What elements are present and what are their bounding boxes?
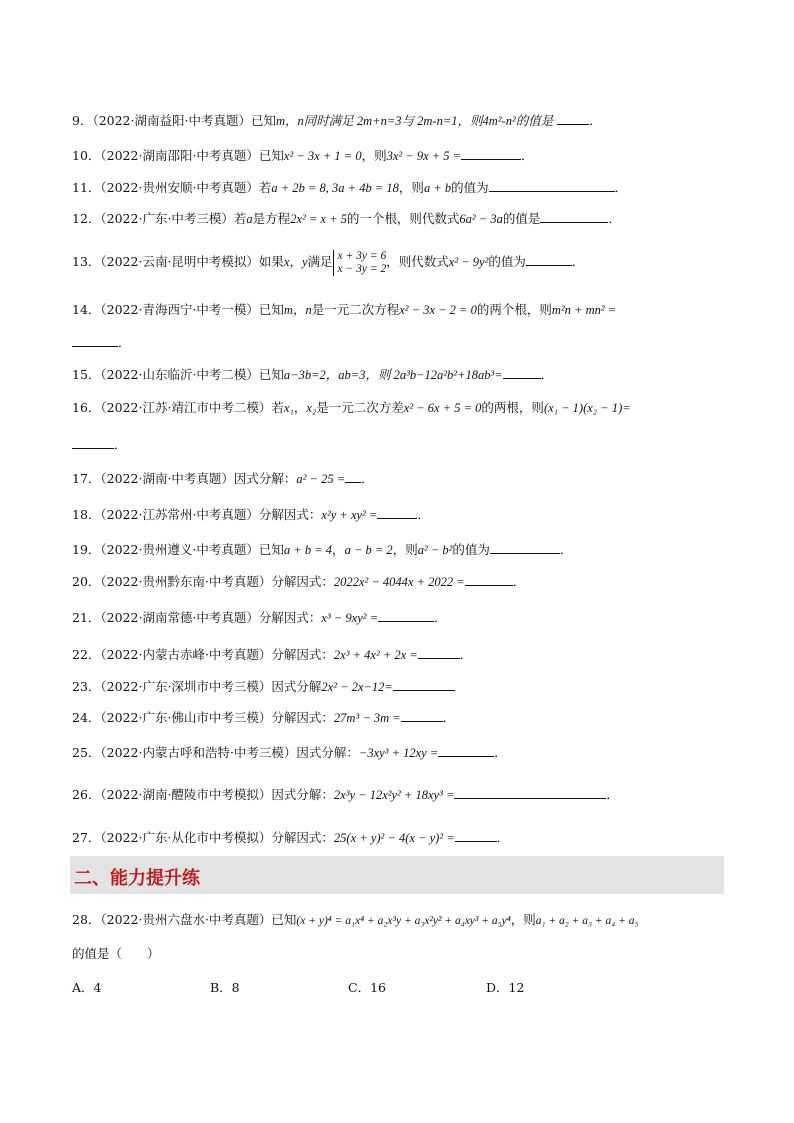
question-23 — [72, 678, 455, 695]
answer-blank[interactable] — [438, 744, 494, 757]
answer-blank[interactable] — [377, 506, 417, 519]
answer-blank[interactable] — [72, 334, 118, 347]
q22-math: 2x³ + 4x² + 2x = — [333, 648, 418, 662]
q13-prefix: 13．（2022·云南·昆明中考模拟）如果 — [72, 254, 284, 269]
option-c[interactable]: C．16 — [348, 980, 386, 995]
q19-math: a + b = 4 — [283, 543, 333, 557]
answer-blank[interactable] — [455, 829, 497, 842]
q14-vars: m，n — [283, 303, 312, 317]
q18-math: x²y + xy² = — [321, 508, 378, 522]
q20-math: 2022x² − 4044x + 2022 = — [333, 575, 465, 589]
q13-mid: 满足 — [307, 254, 333, 269]
q19-suffix: 的值为 — [452, 542, 490, 557]
q12-prefix: 12．（2022·广东·中考三模）若 — [72, 211, 247, 226]
q13-eq2: x − 3y = 2 — [337, 262, 387, 275]
q11-mid: ，则 — [398, 180, 424, 195]
q17-math: a² − 25 = — [296, 472, 346, 486]
answer-blank[interactable] — [503, 366, 541, 379]
answer-blank[interactable] — [345, 470, 361, 483]
q9-text: m，n同时满足 2m+n=3与 2m-n=1，则4m²-n²的值是 — [275, 114, 554, 128]
q19-mid2: ，则 — [392, 542, 418, 557]
q14-mid: 是一元二次方程 — [311, 302, 400, 317]
answer-blank[interactable] — [393, 678, 455, 691]
answer-blank[interactable] — [490, 541, 560, 554]
q14-math: x² − 3x − 2 = 0 — [399, 303, 477, 317]
q13-math: x² − 9y² — [448, 255, 489, 269]
question-27: 27．（2022·广东·从化市中考模拟）分解因式：25(x + y)² − 4(x − y)² = ． — [72, 830, 510, 845]
q16-math2: x₂ — [306, 401, 317, 415]
question-16 — [72, 400, 631, 416]
section-title: 二、能力提升练 — [74, 868, 200, 889]
q19-mid: ， — [332, 542, 345, 557]
q13-mid2: ，则代数式 — [386, 254, 449, 269]
question-19: 19．（2022·贵州遵义·中考真题）已知a + b = 4，a − b = 2，则a² − b²的值为 ． — [72, 542, 573, 557]
answer-blank[interactable] — [454, 786, 606, 799]
question-15: 15．（2022·山东临沂·中考二模）已知a−3b=2，ab=3，则 2a³b−12a²b²+18ab³= ． — [72, 367, 554, 382]
question-11: 11．（2022·贵州安顺·中考真题）若a + 2b = 8, 3a + 4b = 18，则a + b的值为 ． — [72, 180, 628, 195]
q27-math: 25(x + y)² − 4(x − y)² = — [333, 831, 455, 845]
q26-prefix: 26．（2022·湖南·醴陵市中考模拟）因式分解： — [72, 787, 334, 802]
question-21: 21．（2022·湖南常德·中考真题）分解因式：x³ − 9xy² = ． — [72, 610, 447, 625]
q12-mid2: 的一个根，则代数式 — [346, 211, 460, 226]
question-13: 13．（2022·云南·昆明中考模拟）如果x，y满足 x + 3y = 6 x − 3y = 2，则代数式x² − 9y²的值为 ． — [72, 249, 585, 275]
q11-math: a + 2b = 8, 3a + 4b = 18 — [271, 181, 399, 195]
answer-blank[interactable] — [378, 609, 434, 622]
q10-math: x² − 3x + 1 = 0 — [283, 149, 362, 163]
answer-blank[interactable] — [540, 210, 608, 223]
section-header — [70, 856, 724, 894]
question-9: 9．（2022·湖南益阳·中考真题）已知m，n同时满足 2m+n=3与 2m-n=1，则4m²-n²的值是 ． — [72, 113, 602, 128]
q28-line2: 的值是（ ） — [72, 946, 160, 961]
q16-mid2: 是一元二次方差 — [316, 400, 404, 415]
question-16-blank-line: ． — [72, 436, 127, 453]
q10-mid: ，则 — [361, 148, 387, 163]
question-22: 22．（2022·内蒙古赤峰·中考真题）分解因式：2x³ + 4x² + 2x = ． — [72, 647, 473, 662]
q28-math2: a₁ + a₂ + a₃ + a₄ + a₅ — [535, 915, 639, 927]
q28-mid: ，则 — [510, 912, 536, 927]
q26-math: 2x³y − 12x²y² + 18xy³ = — [333, 788, 455, 802]
q15-text: a−3b=2，ab=3，则 2a³b−12a²b²+18ab³= — [283, 368, 503, 382]
q16-math3: x² − 6x + 5 = 0 — [403, 401, 482, 415]
option-b[interactable]: B．8 — [210, 980, 240, 995]
q14-math2: m²n + mn² = — [551, 303, 617, 317]
q16-math: x₁ — [283, 401, 294, 415]
q10-math2: 3x² − 9x + 5 = — [386, 149, 462, 163]
q21-prefix: 21．（2022·湖南常德·中考真题）分解因式： — [72, 610, 322, 625]
question-14-blank-line: ． — [72, 334, 131, 351]
q11-math2: a + b — [423, 181, 452, 195]
answer-blank[interactable] — [557, 112, 589, 125]
answer-blank[interactable] — [461, 147, 521, 160]
q18-prefix: 18．（2022·江苏常州·中考真题）分解因式： — [72, 507, 322, 522]
q25-prefix: 25．（2022·内蒙古呼和浩特·中考三模）因式分解： — [72, 745, 359, 760]
q11-prefix: 11．（2022·贵州安顺·中考真题）若 — [72, 180, 272, 195]
q14-mid2: 的两个根，则 — [476, 302, 552, 317]
q13-suffix: 的值为 — [488, 254, 526, 269]
q12-math2: 2x² = x + 5 — [290, 212, 347, 226]
question-10: 10．（2022·湖南邵阳·中考真题）已知x² − 3x + 1 = 0，则3x² − 9x + 5 = ． — [72, 148, 534, 163]
q23-math: 2x² − 2x−12= — [321, 680, 393, 694]
q25-math: −3xy³ + 12xy = — [358, 746, 439, 760]
question-28 — [72, 912, 639, 929]
question-20: 20．（2022·贵州黔东南·中考真题）分解因式：2022x² − 4044x + 2022 = ． — [72, 574, 526, 589]
answer-blank[interactable] — [526, 253, 572, 266]
question-18: 18．（2022·江苏常州·中考真题）分解因式：x²y + xy² = ． — [72, 507, 430, 522]
q28-math: (x + y)⁴ = a₁x⁴ + a₂x³y + a₃x²y² + a₄xy³ + a₅y⁴ — [296, 915, 511, 927]
q22-prefix: 22．（2022·内蒙古赤峰·中考真题）分解因式： — [72, 647, 334, 662]
q19-prefix: 19．（2022·贵州遵义·中考真题）已知 — [72, 542, 284, 557]
question-26: 26．（2022·湖南·醴陵市中考模拟）因式分解：2x³y − 12x²y² + 18xy³ = ． — [72, 787, 619, 802]
q15-prefix: 15．（2022·山东临沂·中考二模）已知 — [72, 367, 284, 382]
q23-prefix: 23．（2022·广东·深圳市中考三模）因式分解 — [72, 679, 322, 694]
option-a[interactable]: A．4 — [72, 980, 102, 995]
answer-blank[interactable] — [401, 709, 443, 722]
answer-blank[interactable] — [418, 646, 460, 659]
q13-vars: x，y — [283, 255, 308, 269]
q20-prefix: 20．（2022·贵州黔东南·中考真题）分解因式： — [72, 574, 334, 589]
q24-prefix: 24．（2022·广东·佛山市中考三模）分解因式： — [72, 710, 334, 725]
answer-blank[interactable] — [72, 436, 114, 449]
q28-prefix: 28．（2022·贵州六盘水·中考真题）已知 — [72, 912, 297, 927]
q12-mid: 是方程 — [252, 211, 291, 226]
q21-math: x³ − 9xy² = — [321, 611, 379, 625]
question-25: 25．（2022·内蒙古呼和浩特·中考三模）因式分解：−3xy³ + 12xy = ． — [72, 745, 507, 760]
question-28-line2 — [72, 946, 160, 962]
option-d[interactable]: D．12 — [486, 980, 525, 995]
question-14 — [72, 302, 616, 318]
q27-prefix: 27．（2022·广东·从化市中考模拟）分解因式： — [72, 830, 334, 845]
q17-prefix: 17．（2022·湖南·中考真题）因式分解： — [72, 471, 297, 486]
q13-eq1: x + 3y = 6 — [337, 249, 387, 262]
question-12: 12．（2022·广东·中考三模）若a是方程2x² = x + 5的一个根，则代数式6a² − 3a的值是 ． — [72, 211, 621, 226]
q12-suffix: 的值是 — [502, 211, 541, 226]
equation-system — [333, 250, 387, 276]
q16-math4: (x₁ − 1)(x₂ − 1)= — [543, 401, 631, 415]
q19-math2: a − b = 2 — [344, 543, 393, 557]
q16-mid3: 的两根，则 — [481, 400, 544, 415]
question-17: 17．（2022·湖南·中考真题）因式分解：a² − 25 = ． — [72, 471, 374, 486]
q24-math: 27m³ − 3m = — [333, 711, 401, 725]
q11-suffix: 的值为 — [451, 180, 489, 195]
q19-math3: a² − b² — [417, 543, 453, 557]
answer-blank[interactable] — [465, 573, 513, 586]
q12-math: a — [246, 212, 253, 226]
q12-math3: 6a² − 3a — [459, 212, 503, 226]
question-24: 24．（2022·广东·佛山市中考三模）分解因式：27m³ − 3m = ． — [72, 710, 456, 725]
q16-prefix: 16．（2022·江苏·靖江市中考二模）若 — [72, 400, 284, 415]
q16-mid: ， — [293, 400, 307, 415]
q10-prefix: 10．（2022·湖南邵阳·中考真题）已知 — [72, 148, 284, 163]
answer-blank[interactable] — [489, 179, 615, 192]
q14-prefix: 14．（2022·青海西宁·中考一模）已知 — [72, 302, 284, 317]
q9-prefix: 9．（2022·湖南益阳·中考真题）已知 — [72, 113, 276, 128]
